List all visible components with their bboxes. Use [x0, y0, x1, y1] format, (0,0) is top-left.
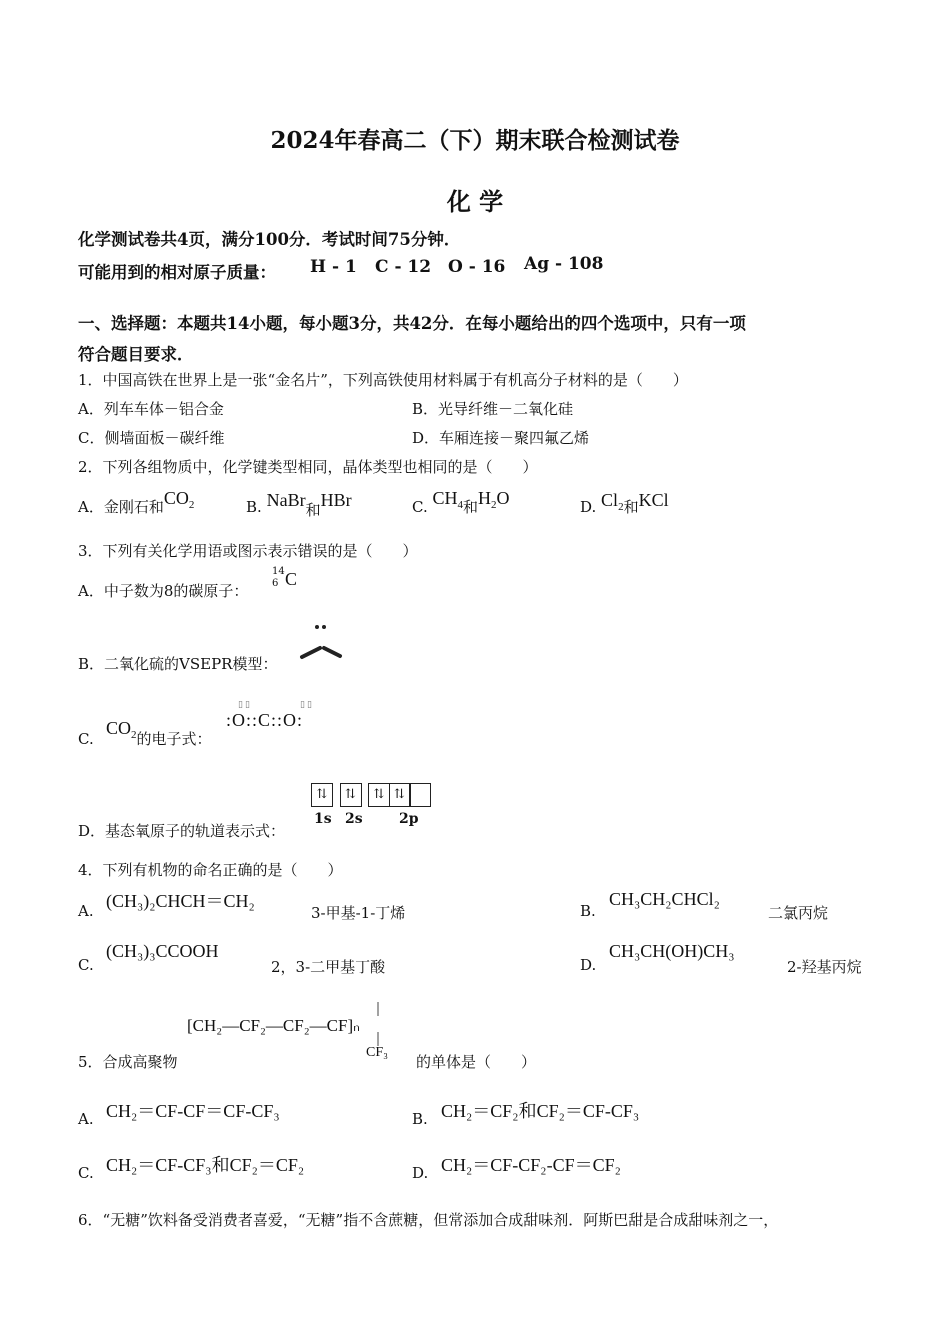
q3-a-isotope: 14 6 — [272, 566, 285, 589]
atomic-mass-c: C - 12 — [375, 257, 432, 277]
q4-c-formula: (CH₃)₃CCOOH — [106, 941, 219, 961]
orbital-label-2p: 2p — [399, 811, 419, 827]
q2-b-label: B. — [246, 498, 262, 516]
q3-option-c-label: C. — [78, 730, 94, 748]
q4-c-label: C. — [78, 956, 94, 974]
section-heading-line2: 符合题目要求． — [78, 345, 194, 364]
q1-option-a: A．列车车体－铝合金 — [78, 400, 224, 418]
q2-a-formula: $CO_2$ — [163, 488, 195, 511]
atomic-mass-ag: Ag - 108 — [524, 254, 604, 274]
subject-title: 化 学 — [446, 187, 504, 216]
q2-b-formula1: NaBr — [266, 490, 306, 510]
q4-a-name: 3-甲基-1-丁烯 — [311, 904, 406, 922]
q2-option-b: B. NaBr和HBr — [246, 490, 352, 519]
q5-b-label: B. — [412, 1110, 428, 1128]
orbital-label-2s: 2s — [345, 811, 363, 827]
lewis-dots-top-left: ▯▯ — [238, 700, 252, 710]
orbital-box-2p-2: ⇅ — [389, 783, 411, 807]
q5-stem-b: 的单体是（ ） — [416, 1053, 537, 1071]
q2-option-d: D. $Cl_2$和KCl — [580, 490, 669, 516]
orbital-box-1s: ⇅ — [311, 783, 333, 807]
q4-d-name: 2-羟基丙烷 — [787, 958, 862, 976]
q3-stem: 3．下列有关化学用语或图示表示错误的是（ ） — [78, 542, 418, 560]
q4-b-formula: CH₃CH₂CHCl₂ — [609, 889, 720, 909]
q5-d-label: D. — [412, 1164, 429, 1182]
q4-a-formula: (CH₃)₂CHCH＝CH₂ — [106, 891, 255, 911]
q5-polymer-branch: CF₃ — [366, 1045, 389, 1060]
q4-c-name: 2，3-二甲基丁酸 — [271, 958, 386, 976]
q1-stem: 1．中国高铁在世界上是一张“金名片”，下列高铁使用材料属于有机高分子材料的是（ ） — [78, 371, 688, 389]
q3-a-symbol: C — [285, 569, 298, 589]
q2-b-formula2: HBr — [320, 490, 352, 510]
q3-option-a: A．中子数为8的碳原子： — [78, 582, 249, 600]
orbital-box-2s: ⇅ — [340, 783, 362, 807]
q2-d-label: D. — [580, 498, 597, 516]
orbital-box-2p-3 — [409, 783, 431, 807]
q4-b-name: 二氯丙烷 — [768, 904, 829, 922]
atomic-mass-o: O - 16 — [448, 257, 506, 277]
section-heading-line1: 一、选择题：本题共14小题，每小题3分，共42分．在每小题给出的四个选项中，只有一项 — [78, 314, 746, 333]
q2-option-a — [78, 488, 195, 519]
atomic-mass-label: 可能用到的相对原子质量： — [78, 263, 276, 282]
q5-d-formula: CH₂＝CF-CF₂-CF＝CF₂ — [441, 1155, 621, 1175]
orbital-diagram — [311, 783, 438, 807]
orbital-label-1s: 1s — [314, 811, 332, 827]
q4-stem: 4．下列有机物的命名正确的是（ ） — [78, 861, 343, 879]
exam-title: 2024年春高二（下）期末联合检测试卷 — [270, 127, 680, 154]
q2-c-label: C. — [412, 498, 428, 516]
lewis-dots-top-right: ▯▯ — [300, 700, 314, 710]
q2-c-formula2: $H_2O$ — [478, 488, 510, 511]
q5-a-formula: CH₂＝CF-CF＝CF-CF₃ — [106, 1101, 280, 1121]
q4-d-formula: CH₃CH(OH)CH₃ — [609, 941, 735, 961]
q5-stem-a: 5．合成高聚物 — [78, 1053, 178, 1071]
q2-c-formula1: $CH_4$ — [432, 488, 464, 511]
q5-c-label: C. — [78, 1164, 94, 1182]
q4-d-label: D. — [580, 956, 597, 974]
q3-option-b: B．二氧化硫的VSEPR模型： — [78, 655, 278, 673]
q2-d-formula2: KCl — [638, 490, 669, 510]
q5-polymer-formula: [CH₂—CF₂—CF₂—CF]ₙ — [187, 1016, 360, 1035]
q2-option-c: C. $CH_4$和$H_2O$ — [412, 488, 510, 516]
exam-intro: 化学测试卷共4页，满分100分．考试时间75分钟． — [78, 230, 461, 249]
q4-a-label: A. — [78, 902, 94, 920]
q3-option-d: D．基态氧原子的轨道表示式： — [78, 822, 286, 840]
polymer-bond-lines — [372, 1002, 384, 1046]
q5-c-formula: CH₂＝CF-CF₃和CF₂＝CF₂ — [106, 1155, 305, 1175]
orbital-box-2p-1: ⇅ — [368, 783, 390, 807]
q3-c-formula: $CO_2$ — [106, 718, 137, 741]
atomic-mass-h: H - 1 — [310, 257, 357, 277]
q2-a-label: A．金刚石和 — [78, 498, 164, 516]
vsepr-bent-model-icon — [298, 620, 346, 660]
q6-stem: 6．“无糖”饮料备受消费者喜爱，“无糖”指不含蔗糖，但常添加合成甜味剂．阿斯巴甜是合成甜味剂之一， — [78, 1211, 779, 1229]
q3-option-c: $CO_2$的电子式： — [106, 718, 212, 748]
q5-b-formula: CH₂＝CF₂和CF₂＝CF-CF₃ — [441, 1101, 640, 1121]
q2-d-formula1: $Cl_2$ — [601, 490, 624, 513]
q2-stem: 2．下列各组物质中，化学键类型相同，晶体类型也相同的是（ ） — [78, 458, 538, 476]
q1-option-c: C．侧墙面板－碳纤维 — [78, 429, 225, 447]
q1-option-b: B．光导纤维－二氧化硅 — [412, 400, 574, 418]
q1-option-d: D．车厢连接－聚四氟乙烯 — [412, 429, 590, 447]
q4-b-label: B. — [580, 902, 596, 920]
q5-a-label: A. — [78, 1110, 94, 1128]
q3-c-lewis: :O::C::O: — [226, 710, 304, 730]
